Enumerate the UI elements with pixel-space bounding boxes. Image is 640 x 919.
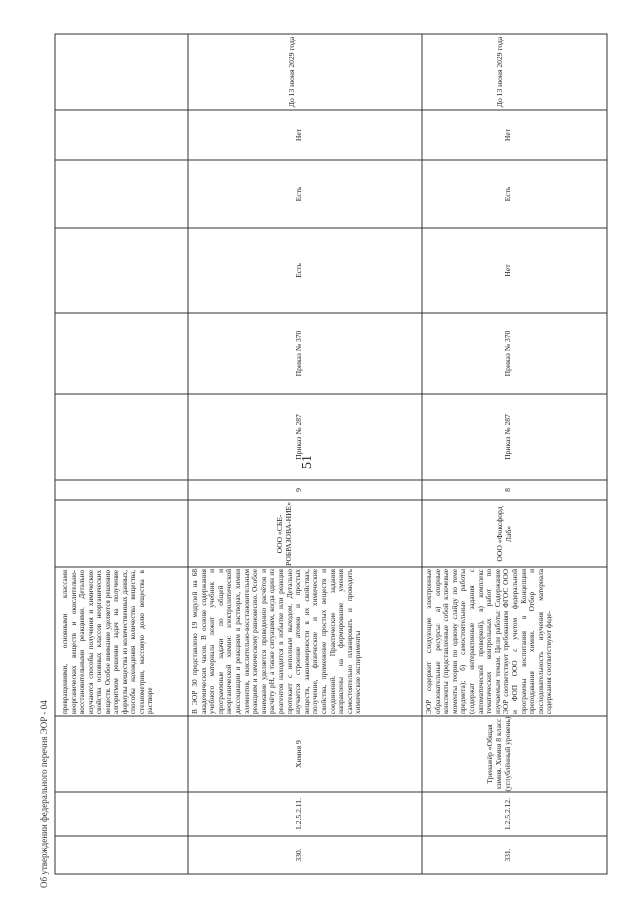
row-title: Химия 9 xyxy=(294,740,303,768)
row-number: 331. xyxy=(503,848,512,862)
publisher-cell: ООО «СБЕ-РОБРАЗОВА-НИЕ» xyxy=(275,502,293,566)
flag-1-cell: Нет xyxy=(503,264,512,277)
age-cell: 9 xyxy=(294,488,303,492)
description-cell: В ЭОР 30 представлено 19 модулей на 68 академических часов. В основе содержания учебного материала лежит учебник и программные задачи по общей и неорганической химии: электролитической диссоциации и реакциям в растворах, химии элементов, окислительно-восстановительным реакциям и химическому равновесию. Особое внимание уделяется проведению расчётов и расчёту рН, а также ситуациям, когда один из реагентов находится в избытке или реакция протекает с неполным выходом. Детально изучается строение атомов и простых веществ, закономерности в их свойствах, получение, физические и химические свойства, применение простых веществ и соединений. Практические задания направлены на формирование умения самостоятельно планировать и проводить химические эксперименты xyxy=(190,569,363,714)
deadline-cell: До 13 июня 2029 года xyxy=(495,36,504,108)
order-2-cell: Приказ № 370 xyxy=(294,330,303,377)
row-number: 330. xyxy=(294,848,303,862)
publisher-cell: ООО «Фоксфорд Лаб» xyxy=(495,506,513,562)
table-row xyxy=(424,34,606,874)
footer-note: Об утверждении федерального перечня ЭОР - 04 xyxy=(39,700,49,888)
order-1-cell: Приказ № 287 xyxy=(503,414,512,460)
flag-2-cell: Есть xyxy=(503,186,512,202)
flag-3-cell: Нет xyxy=(503,128,512,142)
flag-2-cell: Есть xyxy=(294,186,303,202)
flag-3-cell: Нет xyxy=(294,128,303,142)
table-row xyxy=(60,34,185,874)
flag-1-cell: Есть xyxy=(294,263,303,278)
row-code: 1.2.5.2.11. xyxy=(294,798,303,830)
row-code: 1.2.5.2.12. xyxy=(503,797,512,831)
row-title: Тренажёр «Общая химия. Химия 8 класс (углублённый уровень) xyxy=(485,716,512,792)
table-row xyxy=(190,34,420,874)
order-1-cell: Приказ № 287 xyxy=(294,414,303,460)
page-number: 51 xyxy=(300,455,315,469)
deadline-cell: До 13 июня 2029 года xyxy=(287,36,296,108)
description-cell: ЭОР содержит следующие электронные образовательные ресурсы: а) опорные конспекты (представленные собой ключевые моменты теории по одному слайду по теме предмета); б) самостоятельные работы (содержат интерактивные задания с автоматической проверкой), в) комплекс тематических контрольных работ по изучаемым темам. Цели работы: Содержание ЭОР соответствует требованиям ФГОС ООО и ФОП ООО с учетом федеральной программы воспитания в Концепции преподавания химии. Отбор и последовательность изучения материала содержания соответствуют феде- xyxy=(424,569,554,714)
description-cell: превращениями, основными классами неорганических веществ и окислительно-восстановительными реакциями. Детально изучаются способы получения и химические свойства основных классов неорганических веществ. Особое внимание уделяется решению алгоритмом решения задач на получение формулы вещества из количественных данных, способы нахождения количества вещества, стехиометрии, массовую долю вещества в растворе xyxy=(61,570,154,714)
age-cell: 8 xyxy=(503,488,512,492)
order-2-cell: Приказ № 370 xyxy=(503,330,512,377)
